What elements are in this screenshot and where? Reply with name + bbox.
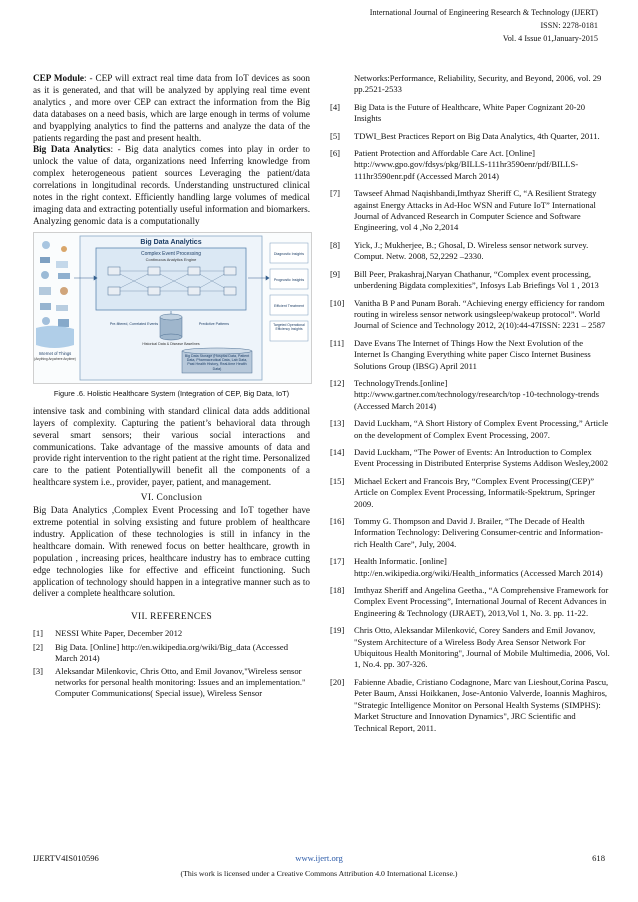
right-column [330,73,610,740]
license-notice: (This work is licensed under a Creative Commons Attribution 4.0 International License.) [180,869,458,878]
reference-item: [11] Dave Evans The Internet of Things How the Next Evolution of the Internet Is Changing Everything white paper Cisco Internet Business Solutions Group (IBSG) April 2011 [330,337,591,371]
filtered-label: Pre-filtered, Correlated Events [109,321,159,326]
iot-devices [36,241,74,348]
reference-item: [5] TDWI_Best Practices Report on Big Data Analytics, 4th Quarter, 2011. [330,130,600,141]
paper-id: IJERTV4IS010596 [33,853,99,863]
historical-label: Historical Data & Disease Baselines [142,341,200,346]
reference-item: [14] David Luckham, “The Power of Events: An Introduction to Complex Event Processing in Distributed Enterprise Systems Addison Wesley,2002 [330,446,608,469]
conclusion-heading: VI. Conclusion [140,493,203,504]
output-treatment: Efficient Treatment [274,303,304,308]
reference-item: [20] Fabienne Abadie, Cristiano Codagnone, Marc van Lieshout,Corina Pascu, Peter Baum, Anssi Hoikkanen, Jose-Antonio Valverde, Ioannis Maghiros, "Strategic Intelligence Monitor on Personal Health Systems (SIMPHS): Market Structure and Innovation Dynamics", JRC Scientific and Technical Report, 2011. [330,676,609,733]
conclusion-paragraph: Big Data Analytics ,Complex Event Processing and IoT together have extreme potential in solving exsisting and future problem of healthcare industry. Application of these technologies is still in infancy in the healthcare domain. With renewed focus on better healthcare, growth in population , increasing prices, healthcare industry has to embrace cutting edge technologies like for effective and efficeint functioning. Such application of technology should happen in a integrative manner such as to deliver a complete healthcare solution. [33,505,310,599]
reference-item: [16] Tommy G. Thompson and David J. Brailer, “The Decade of Health Information Technology: Delivering Consumer-centric and Information-rich Health Care”, July, 2004. [330,516,603,549]
page-number: 618 [592,853,605,863]
cep-title: Complex Event Processing [140,250,202,257]
storage-label: Big Data Storage (Hospital Data, Patient Data, Pharmaceutical Data, Lab Data, Past Health History, Real-time Health Data) [184,353,250,371]
reference-item: [19] Chris Otto, Aleksandar Milenković, Corey Sanders and Emil Jovanov, "System Architecture of a Wireless Body Area Sensor Network For Ubiquitous Health Monitoring", Journal of Mobile Multimedia, 2006, Vol. 1, No.4. pp. 307-326. [330,625,610,670]
reference-item: [12] TechnologyTrends.[online] http://www.gartner.com/technology/research/top -10-technology-trends (Accessed March 2014) [330,377,600,411]
reference-item: [6] Patient Protection and Affordable Care Act. [Online] http://www.gpo.gov/fdsys/pkg/BILLS-111hr3590enr/pdf/BILLS-111hr3590enr.pdf (Accessed March 2014) [330,148,579,181]
reference-item: [4] Big Data is the Future of Healthcare, White Paper Cognizant 20-20 Insights [330,101,586,124]
historical-data-cylinder [160,314,182,340]
journal-title: International Journal of Engineering Research & Technology (IJERT) [369,8,598,17]
figure-diagram [34,233,311,383]
references-heading: VII. REFERENCES [130,612,213,623]
cep-subtitle: Continuous Analytics Engine [145,256,197,262]
left-column [33,73,310,702]
reference-item: [7] Tawseef Ahmad Naqishbandi,Imthyaz Sheriff C, “A Resilient Strategy against Energy Attacks in Ad-Hoc WSN and Future IoT” International Journal of Advanced Research in Computer Science and Software Engineering, vol 4 ,No 2,2014 [330,188,597,233]
big-data-analytics-paragraph: Big Data Analytics: - Big data analytics comes into play in order to unlock the value of data, organizations need Inferring knowledge from complex heterogeneous patient sources Leveraging the patient/data correlations in longitudinal records. Understanding unstructured clinical notes in the right context. Efficiently handling large volumes of medical imaging data and extracting potentially useful information and biomarkers. Analyzing genomic data is a computationally [33,144,310,226]
issn: ISSN: 2278-0181 [540,21,598,30]
predictive-label: Predictive Patterns [198,321,230,326]
output-efficiency: Targeted Operational Efficiency Insights [273,322,305,331]
output-prognostic: Prognostic Insights [273,277,305,282]
holistic-healthcare-figure [33,232,312,384]
cep-module-paragraph: CEP Module: - CEP will extract real time data from IoT devices as soon as it is generated, and that will be analyzed by applying real time event analytics , and more over CEP can extract the information from the Big data databases on a need basis, which are large enough in terms of volume and byapplying analytics to find the patterns and analyze the data of the patients regarding the past and present health. [33,73,311,143]
references-list-left [33,628,310,699]
page-header [370,6,598,45]
reference-item: [3] Aleksandar Milenkovic, Chris Otto, and Emil Jovanov,"Wireless sensor networks for personal health monitoring: Issues and an implementation." Computer Communications( Special issue), Wireless Sensor [33,665,306,699]
reference-item: [1] NESSI White Paper, December 2012 [33,628,183,639]
reference-item: [10] Vanitha B P and Punam Borah. “Achieving energy efficiency for random routing in wireless sensor network usingsleep/wakeup protocol”. World Journal of Science and Technology 2012, 2(10):44-47ISSN: 2231 – 2587 [330,297,606,331]
analysis-continued-paragraph: intensive task and combining with standard clinical data adds additional layers of complexity. Capturing the patient’s behavioral data through several smart sensors; their various social interactions and communications. Take advantage of the massive amounts of data and provide right intervention to the right patient at the right time. Personalized care to the patient Potentiallywill benefit all the components of a healthcare system i.e., provider, payer, patient, and management. [33,405,310,488]
figure-title: Big Data Analytics [140,238,202,246]
journal-website-link[interactable]: www.ijert.org [295,853,343,863]
reference-item: [15] Michael Eckert and Francois Bry, “Complex Event Processing(CEP)” Article on Complex Event Processing, Informatik-Spektrum, Springer 2009. [330,475,596,509]
figure-caption: Figure .6. Holistic Healthcare System (Integration of CEP, Big Data, IoT) [53,388,290,398]
reference-item: [13] David Luckham, “A Short History of Complex Event Processing,” Article on the development of Complex Event Processing, 2007. [330,418,609,440]
reference-item: [18] Imthyaz Sheriff and Angelina Geetha., “A Comprehensive Framework for Complex Event Processing”, International Journal of Recent Advances in Engineering & Technology (IJRAET), 2013,Vol 1, No. 3. pp. 11-22. [330,585,609,618]
reference-item: [2] Big Data. [Online] http://en.wikipedia.org/wiki/Big_data (Accessed March 2014) [33,641,289,663]
output-diagnostic: Diagnostic Insights [273,251,305,256]
iot-label: Internet of Things [38,350,72,356]
reference-item: [9] Bill Peer, Prakashraj,Naryan Chathanur, “Complex event processing, unberdening Bigdata complexities”, Infosys Lab Briefings Vol 1 , 2013 [330,268,599,291]
iot-sublabel: (Anything Anywhere Anytime) [34,356,76,361]
reference-item: [17] Health Informatic. [online] http://en.wikipedia.org/wiki/Health_informatics (Accessed March 2014) [330,556,603,578]
volume-issue: Vol. 4 Issue 01,January-2015 [502,34,598,43]
reference-continuation: Networks:Performance, Reliability, Security, and Beyond, 2006, vol. 29 pp.2521-2533 [354,73,602,95]
reference-item: [8] Yick, J.; Mukherjee, B.; Ghosal, D. Wireless sensor network survey. Comput. Netw. 2008, 52,2292 –2330. [330,239,589,262]
